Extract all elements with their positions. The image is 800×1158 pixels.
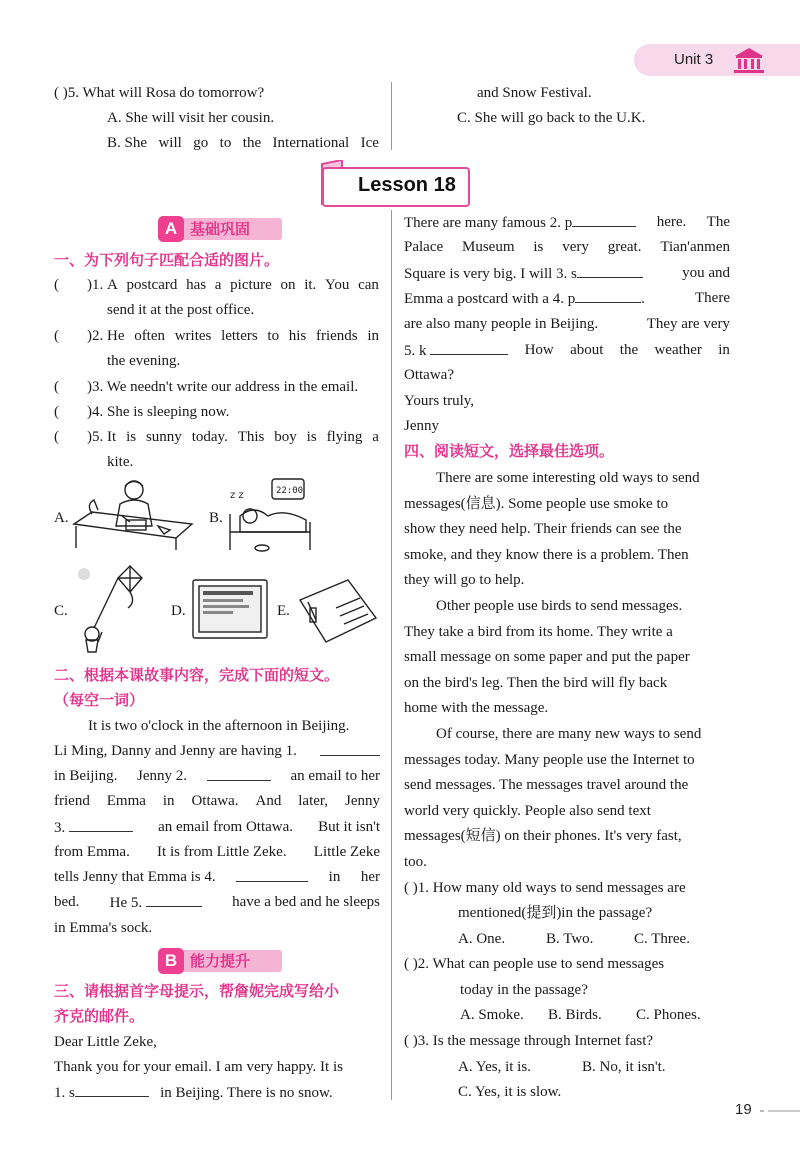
blank-2[interactable]: [207, 766, 271, 781]
q1-line-1: ( )1. How many old ways to send messages are: [404, 880, 686, 896]
q2-option-b[interactable]: B. Birds.: [548, 1007, 602, 1023]
part1-item-1-text: A postcard has a picture on it. You can: [107, 277, 379, 293]
p2-line-2: They take a bird from its home. They write a: [404, 624, 673, 640]
picture-c-kite: [70, 562, 160, 658]
p1-line-5: they will go to help.: [404, 572, 525, 588]
blank-p4[interactable]: [575, 288, 641, 303]
part1-item-5-text: It is sunny today. This boy is flying a: [107, 429, 379, 445]
top-q5-option-a: A. She will visit her cousin.: [107, 110, 275, 126]
p1-line-4: smoke, and they know there is a problem. Then: [404, 547, 689, 563]
q2-line-2: today in the passage?: [460, 982, 588, 998]
part1-item-5-cont: kite.: [107, 454, 134, 470]
part2-line-4: friend Emma in Ottawa. And later, Jenny: [54, 793, 380, 809]
lesson-title: Lesson 18: [358, 174, 456, 196]
part1-item-2-cont: the evening.: [107, 353, 181, 369]
part1-item-1-cont: send it at the post office.: [107, 302, 255, 318]
p2-line-1: Other people use birds to send messages.: [436, 598, 683, 614]
part3-right-line-7: Ottawa?: [404, 367, 454, 383]
part3-line-1: Thank you for your email. I am very happy. It is: [54, 1059, 343, 1075]
p3-line-5: messages(短信) on their phones. It's very fast,: [404, 828, 682, 844]
part1-item-2-num: ( )2.: [54, 328, 104, 344]
unit-label: Unit 3: [674, 51, 714, 68]
p1-line-2: messages(信息). Some people use smoke to: [404, 496, 669, 512]
part1-item-1-num: ( )1.: [54, 277, 104, 293]
q3-option-b[interactable]: B. No, it isn't.: [582, 1059, 666, 1075]
blank-p2[interactable]: [572, 212, 636, 227]
part2-line-2: Li Ming, Danny and Jenny are having 1.: [54, 741, 380, 761]
blank-3[interactable]: [69, 817, 133, 832]
p3-line-4: world very quickly. People also send text: [404, 803, 651, 819]
part2-line-1: It is two o'clock in the afternoon in Beijing.: [88, 718, 350, 734]
q2-line-1: ( )2. What can people use to send messages: [404, 956, 665, 972]
top-q5-option-c: C. She will go back to the U.K.: [457, 110, 646, 126]
part3-title-line-2: 齐克的邮件。: [54, 1007, 145, 1025]
part3-right-line-5: are also many people in Beijing. They are very: [404, 316, 730, 332]
picture-e-postcard: [296, 578, 380, 648]
part1-item-2-text: He often writes letters to his friends in: [107, 328, 379, 344]
p2-line-4: on the bird's leg. Then the bird will fly back: [404, 675, 668, 691]
section-a-title: 基础巩固: [190, 220, 251, 238]
part4-title: 四、阅读短文，选择最佳选项。: [404, 442, 615, 460]
part3-closing: Yours truly,: [404, 393, 475, 409]
unit-tab: [634, 44, 800, 76]
part1-item-3: ( )3. We needn't write our address in the email.: [54, 379, 359, 395]
p3-line-1: Of course, there are many new ways to send: [436, 726, 702, 742]
part3-title-line-1: 三、请根据首字母提示，帮詹妮完成写给小: [54, 982, 340, 1000]
part3-salutation: Dear Little Zeke,: [54, 1034, 157, 1050]
pic-label-d: D.: [171, 603, 186, 619]
p2-line-3: small message on some paper and put the paper: [404, 649, 690, 665]
part3-line-2: 1. s in Beijing. There is no snow.: [54, 1082, 333, 1103]
part1-item-4: ( )4. She is sleeping now.: [54, 404, 230, 420]
part2-line-3: in Beijing. Jenny 2. an email to her: [54, 768, 380, 784]
p3-line-2: messages today. Many people use the Internet to: [404, 752, 695, 768]
part3-right-line-4: Emma a postcard with a 4. p . There: [404, 290, 730, 307]
part2-title-line-1: 二、根据本课故事内容，完成下面的短文。: [54, 666, 340, 684]
section-b-badge: B: [158, 948, 184, 974]
blank-k5[interactable]: [430, 340, 508, 355]
q2-option-c[interactable]: C. Phones.: [636, 1007, 701, 1023]
part2-line-9: in Emma's sock.: [54, 920, 153, 936]
part3-right-line-2: Palace Museum is very great. Tian'anmen: [404, 239, 730, 255]
q1-option-b[interactable]: B. Two.: [546, 931, 594, 947]
q3-option-c[interactable]: C. Yes, it is slow.: [458, 1084, 562, 1100]
part3-right-line-1: There are many famous 2. p here. The: [404, 214, 730, 231]
column-divider: [391, 210, 392, 1100]
part1-title: 一、为下列句子匹配合适的图片。: [54, 251, 280, 269]
blank-1[interactable]: [320, 741, 380, 756]
part2-line-6: from Emma. It is from Little Zeke. Little Zeke: [54, 844, 380, 860]
blank-5[interactable]: [146, 892, 202, 907]
q1-option-a[interactable]: A. One.: [458, 931, 506, 947]
blank-s3[interactable]: [577, 263, 643, 278]
q1-line-2: mentioned(提到)in the passage?: [458, 905, 653, 921]
section-b-title: 能力提升: [190, 952, 251, 970]
part2-title-line-2: （每空一词）: [54, 691, 145, 709]
q1-option-c[interactable]: C. Three.: [634, 931, 690, 947]
top-q5-option-b: B. She will go to the International Ice: [107, 135, 379, 151]
part3-right-line-6: 5. k How about the weather in: [404, 342, 730, 359]
temple-icon: [732, 46, 766, 74]
part2-line-8: bed. He 5. have a bed and he sleeps: [54, 894, 380, 911]
pic-label-b: B.: [209, 510, 223, 526]
q3-line-1: ( )3. Is the message through Internet fast?: [404, 1033, 654, 1049]
top-q5-option-b-cont: and Snow Festival.: [477, 85, 592, 101]
pic-label-c: C.: [54, 603, 68, 619]
svg-text:z z: z z: [230, 490, 244, 501]
page-number-decoration: [760, 1109, 800, 1113]
top-q5-num: ( )5.: [54, 85, 79, 101]
pic-label-e: E.: [277, 603, 290, 619]
top-column-divider: [391, 82, 392, 150]
part2-line-7: tells Jenny that Emma is 4. in her: [54, 869, 380, 885]
part1-item-5-num: ( )5.: [54, 429, 104, 445]
section-a-badge: A: [158, 216, 184, 242]
clock-time: 22:00: [276, 486, 304, 496]
picture-d-computer-email: [191, 578, 269, 640]
pic-label-a: A.: [54, 510, 69, 526]
part3-right-line-3: Square is very big. I will 3. s you and: [404, 265, 730, 282]
page-number: 19: [735, 1101, 752, 1118]
picture-a-man-writing: [72, 476, 194, 552]
p2-line-5: home with the message.: [404, 700, 549, 716]
p3-line-6: too.: [404, 854, 427, 870]
blank-s1[interactable]: [75, 1082, 149, 1097]
p1-line-3: show they need help. Their friends can see the: [404, 521, 682, 537]
q2-option-a[interactable]: A. Smoke.: [460, 1007, 524, 1023]
part3-signature: Jenny: [404, 418, 439, 434]
part2-line-5: 3. an email from Ottawa. But it isn't: [54, 819, 380, 836]
q3-option-a[interactable]: A. Yes, it is.: [458, 1059, 531, 1075]
blank-4[interactable]: [236, 867, 308, 882]
top-q5-text: What will Rosa do tomorrow?: [82, 85, 265, 101]
p1-line-1: There are some interesting old ways to send: [436, 470, 700, 486]
top-q5: [54, 83, 264, 103]
picture-b-sleeping: [224, 476, 316, 556]
p3-line-3: send messages. The messages travel around the: [404, 777, 689, 793]
